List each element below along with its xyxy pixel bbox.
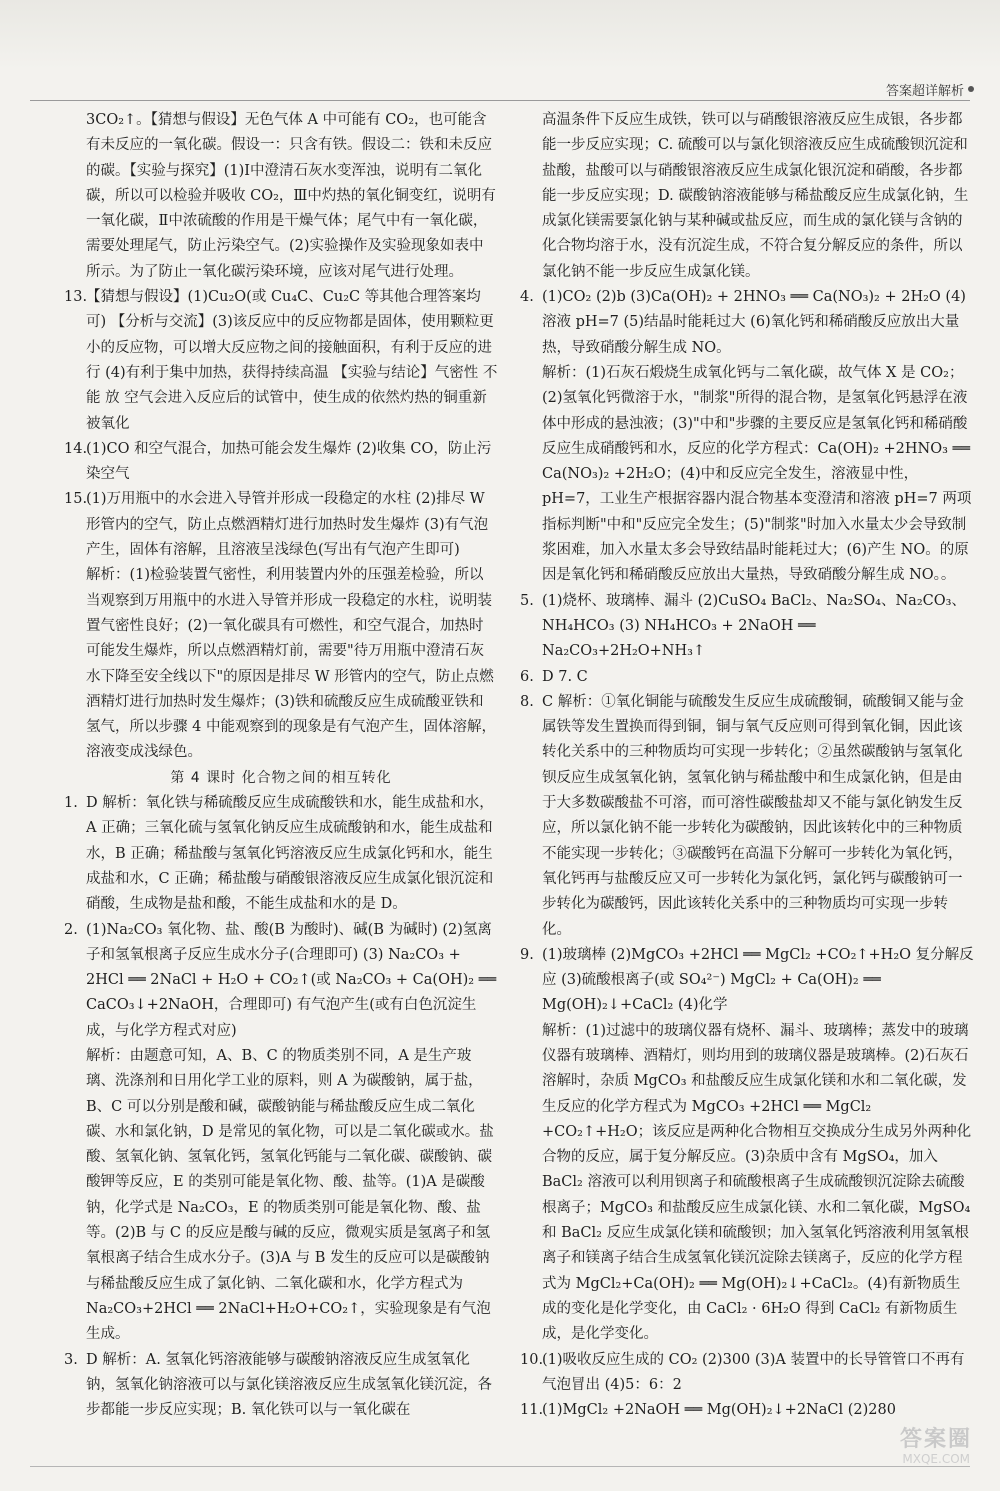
answer-number: 13. xyxy=(64,289,88,306)
answer-text: D 解析：氧化铁与稀硫酸反应生成硫酸铁和水，能生成盐和水，A 正确；三氧化硫与氢氧化钠反应生成硫酸钠和水，能生成盐和水，B 正确；稀盐酸与氢氧化钙溶液反应生成氯化钙和水，能生成盐和水，C 正确；稀盐酸与硝酸银溶液反应生成氯化银沉淀和硝酸，生成物是盐和酸，不能生成盐和水的是 D。 xyxy=(86,795,494,913)
answer-4 xyxy=(520,285,974,361)
answer-number: 4. xyxy=(520,289,534,306)
answer-text: (1)MgCl₂ +2NaOH ══ Mg(OH)₂↓+2NaCl (2)280 xyxy=(542,1402,896,1419)
answer-text: (1)烧杯、玻璃棒、漏斗 (2)CuSO₄ BaCl₂、Na₂SO₄、Na₂CO₃、NH₄HCO₃ (3) NH₄HCO₃ + 2NaOH ══ Na₂CO₃+2H₂O+NH₃↑ xyxy=(542,592,966,660)
page-top-shadow xyxy=(0,0,1000,70)
answer-text: C 解析：①氧化铜能与硫酸发生反应生成硫酸铜，硫酸铜又能与金属铁等发生置换而得到铜，铜与氧气反应则可得到氧化铜，因此该转化关系中的三种物质均可实现一步转化；②虽然碳酸钠与氢氧化钡反应生成氢氧化钠，氢氧化钠与稀盐酸中和生成氯化钠，但是由于大多数碳酸盐不可溶，而可溶性碳酸盐却又不能与氯化钠发生反应，所以氯化钠不能一步转化为碳酸钠，因此该转化中的三种物质不能实现一步转化；③碳酸钙在高温下分解可一步转化为氧化钙，氧化钙再与盐酸反应又可一步转化为氯化钙，氯化钙与碳酸钠可一步转化为碳酸钙，因此该转化关系中的三种物质均可实现一步转化。 xyxy=(542,693,964,938)
answer-5 xyxy=(520,589,974,665)
answer-number: 3. xyxy=(64,1351,78,1368)
answer-number: 14. xyxy=(64,440,88,457)
answer-text: (1)CO 和空气混合，加热可能会发生爆炸 (2)收集 CO，防止污染空气 xyxy=(86,440,492,483)
answer-text: 【猜想与假设】(1)Cu₂O(或 Cu₄C、Cu₂C 等其他合理答案均可) 【分析与交流】(3)该反应中的反应物都是固体，使用颗粒更小的反应物，可以增大反应物之间的接触面积，有利于反应的进行 (4)有利于集中加热，获得持续高温 【实验与结论】气密性 不能 放 空气会进入反应后的试管中，使生成的依然灼热的铜重新被氧化 xyxy=(86,289,498,432)
answer-11 xyxy=(520,1398,974,1423)
answer-number: 11. xyxy=(520,1402,544,1419)
analysis-4: 解析：(1)石灰石煅烧生成氧化钙与二氧化碳，故气体 X 是 CO₂；(2)氢氧化钙微溶于水，"制浆"所得的混合物，是氢氧化钙悬浮在液体中形成的悬浊液；(3)"中和"步骤的主要反应是氢氧化钙和稀硝酸反应生成硝酸钙和水，反应的化学方程式：Ca(OH)₂ +2HNO₃ ══ Ca(NO₃)₂ +2H₂O；(4)中和反应完全发生，溶液显中性，pH=7，工业生产根据容器内混合物基本变澄清和溶液 pH=7 两项指标判断"中和"反应完全发生；(5)"制浆"时加入水量太少会导致制浆困难，加入水量太多会导致结晶时能耗过大；(6)产生 NO。的原因是氧化钙和稀硝酸反应放出大量热，导致硝酸分解生成 NO。。 xyxy=(542,364,972,584)
left-column xyxy=(64,108,498,1431)
answer-text: (1)玻璃棒 (2)MgCO₃ +2HCl ══ MgCl₂ +CO₂↑+H₂O 复分解反应 (3)硫酸根离子(或 SO₄²⁻) MgCl₂ + Ca(OH)₂ ══ Mg(OH)₂↓+CaCl₂ (4)化学 xyxy=(542,946,974,1014)
header-rule xyxy=(30,100,970,101)
right-column xyxy=(520,108,974,1431)
answer-number: 6. xyxy=(520,668,534,685)
answer-2 xyxy=(64,918,498,1044)
header-dot-icon xyxy=(968,86,974,92)
answer-text: (1)万用瓶中的水会进入导管并形成一段稳定的水柱 (2)排尽 W 形管内的空气，防止点燃酒精灯进行加热时发生爆炸 (3)有气泡产生，固体有溶解，且溶液呈浅绿色(写出有气泡产生即可) xyxy=(86,491,489,559)
continued-paragraph: 3CO₂↑。【猜想与假设】无色气体 A 中可能有 CO₂，也可能含有未反应的一氧化碳。假设一：只含有铁。假设二：铁和未反应的碳。【实验与探究】(1)Ⅰ中澄清石灰水变浑浊，说明有二氧化碳，所以可以检验并吸收 CO₂，Ⅲ中灼热的氧化铜变红，说明有一氧化碳，Ⅱ中浓硫酸的作用是干燥气体；尾气中有一氧化碳，需要处理尾气，防止污染空气。(2)实验操作及实验现象如表中所示。为了防止一氧化碳污染环境，应该对尾气进行处理。 xyxy=(86,112,496,280)
answer-13 xyxy=(64,285,498,437)
answer-text: (1)CO₂ (2)b (3)Ca(OH)₂ + 2HNO₃ ══ Ca(NO₃)₂ + 2H₂O (4)溶液 pH=7 (5)结晶时能耗过大 (6)氧化钙和稀硝酸反应放出大量热，导致硝酸分解生成 NO。 xyxy=(542,289,966,356)
answer-9 xyxy=(520,943,974,1019)
answer-15 xyxy=(64,487,498,563)
answer-number: 10. xyxy=(520,1351,544,1368)
answer-8 xyxy=(520,690,974,943)
watermark-logo: 答案圈 xyxy=(899,1427,972,1452)
answer-number: 15. xyxy=(64,491,88,508)
watermark-url: MXQE.COM xyxy=(902,1452,970,1466)
answer-3 xyxy=(64,1348,498,1424)
answer-number: 8. xyxy=(520,693,534,710)
answer-number: 9. xyxy=(520,946,534,963)
answer-text: D 7. C xyxy=(542,668,588,685)
analysis-9: 解析：(1)过滤中的玻璃仪器有烧杯、漏斗、玻璃棒；蒸发中的玻璃仪器有玻璃棒、酒精灯，则均用到的玻璃仪器是玻璃棒。(2)石灰石溶解时，杂质 MgCO₃ 和盐酸反应生成氯化镁和水和二氧化碳，发生反应的化学方程式为 MgCO₃ +2HCl ══ MgCl₂ +CO₂↑+H₂O；该反应是两种化合物相互交换成分生成另外两种化合物的反应，属于复分解反应。(3)杂质中含有 MgSO₄，加入 BaCl₂ 溶液可以利用钡离子和硫酸根离子生成硫酸钡沉淀除去硫酸根离子；MgCO₃ 和盐酸反应生成氯化镁、水和二氧化碳，MgSO₄ 和 BaCl₂ 反应生成氯化镁和硫酸钡；加入氢氧化钙溶液利用氢氧根离子和镁离子结合生成氢氧化镁沉淀除去镁离子，反应的化学方程式为 MgCl₂+Ca(OH)₂ ══ Mg(OH)₂↓+CaCl₂。(4)有新物质生成的变化是化学变化，由 CaCl₂ · 6H₂O 得到 CaCl₂ 有新物质生成，是化学变化。 xyxy=(542,1022,972,1343)
section-title: 第 4 课时 化合物之间的相互转化 xyxy=(170,769,392,786)
analysis-2: 解析：由题意可知，A、B、C 的物质类别不同，A 是生产玻璃、洗涤剂和日用化学工业的原料，则 A 为碳酸钠，属于盐，B、C 可以分别是酸和碱，碳酸钠能与稀盐酸反应生成二氧化碳、水和氯化钠，D 是常见的氧化物，可以是二氧化碳或水。盐酸、氢氧化钠、氢氧化钙，氢氧化钙能与二氧化碳、碳酸钠、碳酸钾等反应，E 的类别可能是氧化物、酸、盐等。(1)A 是碳酸钠，化学式是 Na₂CO₃，E 的物质类别可能是氧化物、酸、盐等。(2)B 与 C 的反应是酸与碱的反应，微观实质是氢离子和氢氧根离子结合生成水分子。(3)A 与 B 发生的反应可以是碳酸钠与稀盐酸反应生成了氯化钠、二氧化碳和水，化学方程式为 Na₂CO₃+2HCl ══ 2NaCl+H₂O+CO₂↑，实验现象是有气泡生成。 xyxy=(86,1047,494,1343)
footer-rule xyxy=(30,1466,970,1467)
answer-number: 1. xyxy=(64,795,78,812)
answer-text: (1)吸收反应生成的 CO₂ (2)300 (3)A 装置中的长导管管口不再有气泡冒出 (4)5：6：2 xyxy=(542,1351,965,1393)
answer-1 xyxy=(64,791,498,917)
answer-number: 5. xyxy=(520,592,534,609)
analysis-15: 解析：(1)检验装置气密性，利用装置内外的压强差检验，所以当观察到万用瓶中的水进入导管并形成一段稳定的水柱，说明装置气密性良好；(2)一氧化碳具有可燃性，和空气混合，加热时可能发生爆炸，所以点燃酒精灯前，需要"待万用瓶中澄清石灰水下降至安全线以下"的原因是排尽 W 形管内的空气，防止点燃酒精灯进行加热时发生爆炸；(3)铁和硫酸反应生成硫酸亚铁和氢气，所以步骤 4 中能观察到的现象是有气泡产生，固体溶解，溶液变成浅绿色。 xyxy=(86,567,496,761)
answer-text: D 解析：A. 氢氧化钙溶液能够与碳酸钠溶液反应生成氢氧化钠，氢氧化钠溶液可以与氯化镁溶液反应生成氢氧化镁沉淀，各步都能一步反应实现；B. 氧化铁可以与一氧化碳在 xyxy=(86,1351,492,1419)
answer-number: 2. xyxy=(64,921,78,938)
answer-14 xyxy=(64,437,498,488)
answer-10 xyxy=(520,1348,974,1399)
header-label: 答案超详解析 xyxy=(885,84,964,99)
answer-6-7 xyxy=(520,665,974,690)
answer-text: (1)Na₂CO₃ 氧化物、盐、酸(B 为酸时)、碱(B 为碱时) (2)氢离子和氢氧根离子反应生成水分子(合理即可) (3) Na₂CO₃ + 2HCl ══ 2NaCl + H₂O + CO₂↑(或 Na₂CO₃ + Ca(OH)₂ ══ CaCO₃↓+2NaOH，合理即可) 有气泡产生(或有白色沉淀生成，与化学方程式对应) xyxy=(86,921,497,1039)
continued-paragraph: 高温条件下反应生成铁，铁可以与硝酸银溶液反应生成银，各步都能一步反应实现；C. 硫酸可以与氯化钡溶液反应生成硫酸钡沉淀和盐酸，盐酸可以与硝酸银溶液反应生成氯化银沉淀和硝酸，各步都能一步反应实现；D. 碳酸钠溶液能够与稀盐酸反应生成氯化钠，生成氯化镁需要氯化钠与某种碱或盐反应，而生成的氯化镁与含钠的化合物均溶于水，没有沉淀生成，不符合复分解反应的条件，所以氯化钠不能一步反应生成氯化镁。 xyxy=(542,112,969,280)
